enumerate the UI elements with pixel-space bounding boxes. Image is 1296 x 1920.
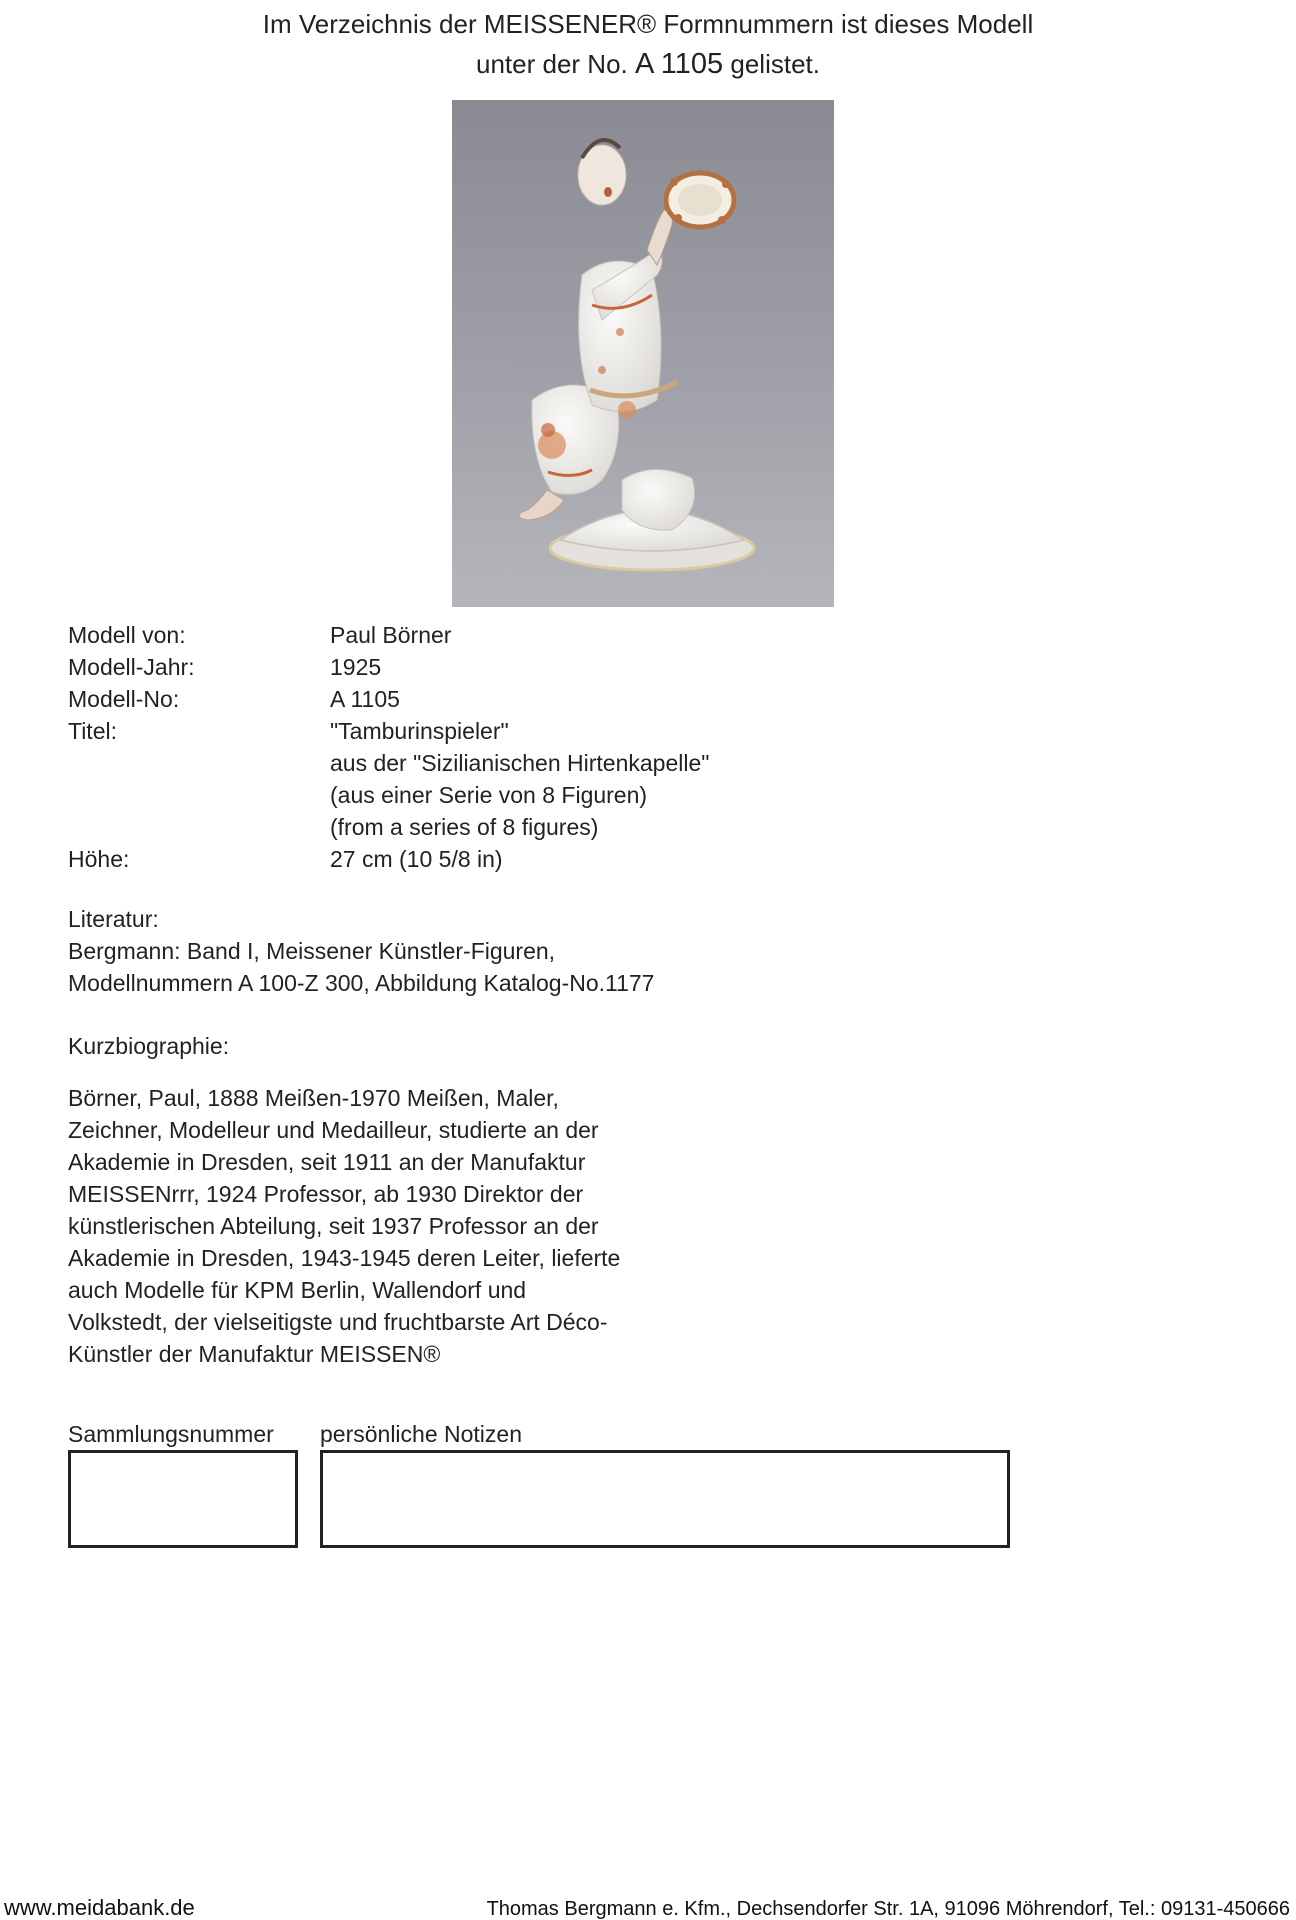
model-no-label: Modell-No: xyxy=(68,686,180,712)
title-line: "Tamburinspieler" xyxy=(330,718,509,744)
collection-number-label: Sammlungsnummer xyxy=(68,1421,274,1447)
height-label: Höhe: xyxy=(68,846,130,872)
biography-line: MEISSENrrr, 1924 Professor, ab 1930 Direktor der xyxy=(68,1181,584,1207)
biography-text xyxy=(68,1082,688,1370)
literature-line: Bergmann: Band I, Meissener Künstler-Figuren, xyxy=(68,938,556,964)
model-year-label: Modell-Jahr: xyxy=(68,654,195,680)
personal-notes-field[interactable] xyxy=(320,1450,1010,1548)
biography-line: auch Modelle für KPM Berlin, Wallendorf und xyxy=(68,1277,527,1303)
biography-line: Akademie in Dresden, 1943-1945 deren Leiter, lieferte xyxy=(68,1245,621,1271)
height-value: 27 cm (10 5/8 in) xyxy=(330,846,503,872)
header-line-2 xyxy=(0,44,1296,84)
title-line: aus der "Sizilianischen Hirtenkapelle" xyxy=(330,750,710,776)
figurine-photo xyxy=(452,100,834,607)
model-year-value: 1925 xyxy=(330,654,382,680)
header-model-number: A 1105 xyxy=(634,48,724,80)
header-line-1: Im Verzeichnis der MEISSENER® Formnummern ist dieses Modell xyxy=(262,9,1034,39)
model-by-value: Paul Börner xyxy=(330,622,452,648)
footer-address: Thomas Bergmann e. Kfm., Dechsendorfer Str. 1A, 91096 Möhrendorf, Tel.: 09131-450666 xyxy=(486,1898,1290,1920)
biography-line: künstlerischen Abteilung, seit 1937 Professor an der xyxy=(68,1213,599,1239)
biography-line: Künstler der Manufaktur MEISSEN® xyxy=(68,1341,441,1367)
literature-section xyxy=(68,903,868,999)
model-no-value: A 1105 xyxy=(330,686,400,712)
biography-heading: Kurzbiographie: xyxy=(68,1033,230,1059)
detail-row-model-by xyxy=(68,619,868,651)
header-line-2-prefix: unter der No. xyxy=(476,49,628,79)
personal-notes-label: persönliche Notizen xyxy=(320,1421,523,1447)
header xyxy=(0,4,1296,84)
biography-line: Zeichner, Modelleur und Medailleur, studierte an der xyxy=(68,1117,599,1143)
title-label: Titel: xyxy=(68,718,117,744)
literature-heading: Literatur: xyxy=(68,906,159,932)
detail-row-model-no xyxy=(68,683,868,715)
biography-line: Volkstedt, der vielseitigste und fruchtbarste Art Déco- xyxy=(68,1309,608,1335)
detail-row-title xyxy=(68,715,868,843)
detail-row-height xyxy=(68,843,868,875)
literature-line: Modellnummern A 100-Z 300, Abbildung Katalog-No.1177 xyxy=(68,970,655,996)
title-value xyxy=(330,715,868,843)
collection-number-field[interactable] xyxy=(68,1450,298,1548)
detail-row-model-year xyxy=(68,651,868,683)
biography-line: Akademie in Dresden, seit 1911 an der Manufaktur xyxy=(68,1149,586,1175)
title-line: (aus einer Serie von 8 Figuren) xyxy=(330,782,648,808)
website-link[interactable]: www.meidabank.de xyxy=(4,1895,195,1920)
biography-line: Börner, Paul, 1888 Meißen-1970 Meißen, Maler, xyxy=(68,1085,559,1111)
model-details xyxy=(68,619,868,875)
model-by-label: Modell von: xyxy=(68,622,186,648)
title-line: (from a series of 8 figures) xyxy=(330,814,599,840)
header-line-2-suffix: gelistet. xyxy=(730,49,820,79)
